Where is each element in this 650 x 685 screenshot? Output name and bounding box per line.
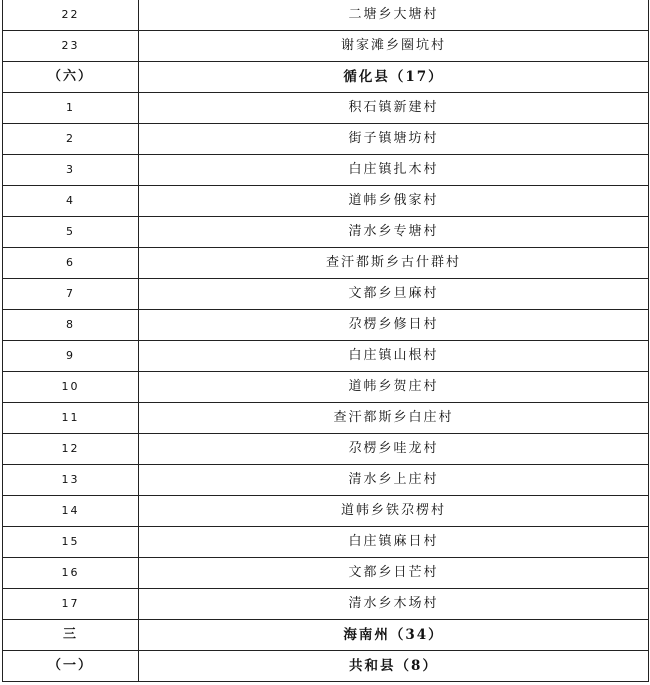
table-row bbox=[3, 186, 649, 217]
section-number: （六） bbox=[3, 62, 139, 93]
table-row bbox=[3, 372, 649, 403]
table-row bbox=[3, 341, 649, 372]
village-name: 积石镇新建村 bbox=[139, 93, 649, 124]
table-row bbox=[3, 465, 649, 496]
table-row bbox=[3, 434, 649, 465]
table-row bbox=[3, 93, 649, 124]
section-row bbox=[3, 62, 649, 93]
village-name: 白庄镇麻日村 bbox=[139, 527, 649, 558]
table-row bbox=[3, 248, 649, 279]
village-name: 二塘乡大塘村 bbox=[139, 0, 649, 31]
row-number: 12 bbox=[3, 434, 139, 465]
row-number: 3 bbox=[3, 155, 139, 186]
row-number: 22 bbox=[3, 0, 139, 31]
table-row bbox=[3, 589, 649, 620]
table-row bbox=[3, 155, 649, 186]
table-row bbox=[3, 310, 649, 341]
village-list-table bbox=[2, 0, 649, 682]
row-number: 11 bbox=[3, 403, 139, 434]
row-number: 16 bbox=[3, 558, 139, 589]
village-name: 尕楞乡哇龙村 bbox=[139, 434, 649, 465]
village-name: 查汗都斯乡白庄村 bbox=[139, 403, 649, 434]
section-number: （一） bbox=[3, 651, 139, 682]
section-title: 循化县（17） bbox=[139, 62, 649, 93]
village-name: 白庄镇山根村 bbox=[139, 341, 649, 372]
row-number: 15 bbox=[3, 527, 139, 558]
village-name: 清水乡专塘村 bbox=[139, 217, 649, 248]
table-row bbox=[3, 0, 649, 31]
village-name: 道帏乡铁尕楞村 bbox=[139, 496, 649, 527]
village-name: 查汗都斯乡古什群村 bbox=[139, 248, 649, 279]
row-number: 17 bbox=[3, 589, 139, 620]
row-number: 10 bbox=[3, 372, 139, 403]
row-number: 23 bbox=[3, 31, 139, 62]
village-name: 道帏乡贺庄村 bbox=[139, 372, 649, 403]
table-row bbox=[3, 217, 649, 248]
row-number: 6 bbox=[3, 248, 139, 279]
row-number: 13 bbox=[3, 465, 139, 496]
section-title: 共和县（8） bbox=[139, 651, 649, 682]
table-row bbox=[3, 31, 649, 62]
row-number: 4 bbox=[3, 186, 139, 217]
row-number: 1 bbox=[3, 93, 139, 124]
row-number: 7 bbox=[3, 279, 139, 310]
section-title: 海南州（34） bbox=[139, 620, 649, 651]
village-name: 谢家滩乡圈坑村 bbox=[139, 31, 649, 62]
village-name: 文都乡日芒村 bbox=[139, 558, 649, 589]
table-body bbox=[3, 0, 649, 682]
village-name: 文都乡旦麻村 bbox=[139, 279, 649, 310]
village-name: 清水乡木场村 bbox=[139, 589, 649, 620]
row-number: 9 bbox=[3, 341, 139, 372]
table-row bbox=[3, 403, 649, 434]
village-name: 清水乡上庄村 bbox=[139, 465, 649, 496]
row-number: 8 bbox=[3, 310, 139, 341]
document-page bbox=[2, 0, 648, 682]
village-name: 尕楞乡修日村 bbox=[139, 310, 649, 341]
row-number: 5 bbox=[3, 217, 139, 248]
row-number: 2 bbox=[3, 124, 139, 155]
village-name: 白庄镇扎木村 bbox=[139, 155, 649, 186]
table-row bbox=[3, 124, 649, 155]
section-number: 三 bbox=[3, 620, 139, 651]
village-name: 道帏乡俄家村 bbox=[139, 186, 649, 217]
section-row bbox=[3, 651, 649, 682]
table-row bbox=[3, 527, 649, 558]
table-row bbox=[3, 496, 649, 527]
village-name: 街子镇塘坊村 bbox=[139, 124, 649, 155]
table-row bbox=[3, 558, 649, 589]
table-row bbox=[3, 279, 649, 310]
section-row bbox=[3, 620, 649, 651]
row-number: 14 bbox=[3, 496, 139, 527]
